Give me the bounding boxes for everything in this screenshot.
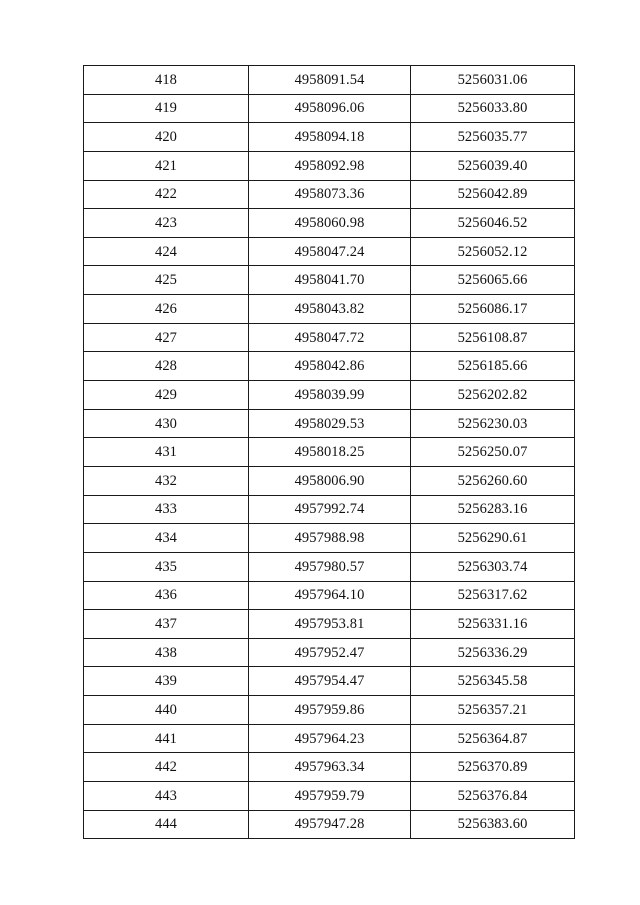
- x-coordinate-cell: 4958018.25: [249, 438, 411, 467]
- point-number-cell: 419: [84, 94, 249, 123]
- y-coordinate-cell: 5256383.60: [411, 810, 575, 839]
- x-coordinate-cell: 4958041.70: [249, 266, 411, 295]
- x-coordinate-cell: 4957963.34: [249, 753, 411, 782]
- table-row: [84, 409, 575, 438]
- point-number-cell: 441: [84, 724, 249, 753]
- x-coordinate-cell: 4958042.86: [249, 352, 411, 381]
- x-coordinate-cell: 4957988.98: [249, 524, 411, 553]
- table-row: [84, 266, 575, 295]
- x-coordinate-cell: 4957954.47: [249, 667, 411, 696]
- y-coordinate-cell: 5256331.16: [411, 610, 575, 639]
- table-row: [84, 753, 575, 782]
- x-coordinate-cell: 4957959.86: [249, 696, 411, 725]
- point-number-cell: 428: [84, 352, 249, 381]
- point-number-cell: 436: [84, 581, 249, 610]
- y-coordinate-cell: 5256260.60: [411, 466, 575, 495]
- x-coordinate-cell: 4957964.23: [249, 724, 411, 753]
- table-row: [84, 209, 575, 238]
- y-coordinate-cell: 5256290.61: [411, 524, 575, 553]
- point-number-cell: 427: [84, 323, 249, 352]
- x-coordinate-cell: 4957964.10: [249, 581, 411, 610]
- table-row: [84, 610, 575, 639]
- x-coordinate-cell: 4957992.74: [249, 495, 411, 524]
- point-number-cell: 418: [84, 66, 249, 95]
- point-number-cell: 438: [84, 638, 249, 667]
- y-coordinate-cell: 5256202.82: [411, 381, 575, 410]
- table-row: [84, 323, 575, 352]
- table-row: [84, 782, 575, 811]
- table-row: [84, 638, 575, 667]
- point-number-cell: 434: [84, 524, 249, 553]
- point-number-cell: 420: [84, 123, 249, 152]
- y-coordinate-cell: 5256303.74: [411, 552, 575, 581]
- y-coordinate-cell: 5256031.06: [411, 66, 575, 95]
- point-number-cell: 440: [84, 696, 249, 725]
- y-coordinate-cell: 5256108.87: [411, 323, 575, 352]
- y-coordinate-cell: 5256035.77: [411, 123, 575, 152]
- point-number-cell: 422: [84, 180, 249, 209]
- table-row: [84, 180, 575, 209]
- y-coordinate-cell: 5256357.21: [411, 696, 575, 725]
- x-coordinate-cell: 4958096.06: [249, 94, 411, 123]
- point-number-cell: 437: [84, 610, 249, 639]
- x-coordinate-cell: 4958094.18: [249, 123, 411, 152]
- y-coordinate-cell: 5256376.84: [411, 782, 575, 811]
- point-number-cell: 443: [84, 782, 249, 811]
- x-coordinate-cell: 4958029.53: [249, 409, 411, 438]
- x-coordinate-cell: 4958092.98: [249, 151, 411, 180]
- x-coordinate-cell: 4957952.47: [249, 638, 411, 667]
- y-coordinate-cell: 5256046.52: [411, 209, 575, 238]
- y-coordinate-cell: 5256065.66: [411, 266, 575, 295]
- x-coordinate-cell: 4958073.36: [249, 180, 411, 209]
- table-row: [84, 66, 575, 95]
- table-row: [84, 352, 575, 381]
- coordinates-table: [83, 65, 575, 839]
- point-number-cell: 423: [84, 209, 249, 238]
- y-coordinate-cell: 5256039.40: [411, 151, 575, 180]
- point-number-cell: 425: [84, 266, 249, 295]
- point-number-cell: 433: [84, 495, 249, 524]
- point-number-cell: 431: [84, 438, 249, 467]
- table-row: [84, 581, 575, 610]
- x-coordinate-cell: 4958060.98: [249, 209, 411, 238]
- point-number-cell: 442: [84, 753, 249, 782]
- table-row: [84, 151, 575, 180]
- y-coordinate-cell: 5256052.12: [411, 237, 575, 266]
- y-coordinate-cell: 5256250.07: [411, 438, 575, 467]
- y-coordinate-cell: 5256042.89: [411, 180, 575, 209]
- table-row: [84, 295, 575, 324]
- x-coordinate-cell: 4957980.57: [249, 552, 411, 581]
- point-number-cell: 439: [84, 667, 249, 696]
- x-coordinate-cell: 4958039.99: [249, 381, 411, 410]
- y-coordinate-cell: 5256345.58: [411, 667, 575, 696]
- point-number-cell: 435: [84, 552, 249, 581]
- point-number-cell: 426: [84, 295, 249, 324]
- point-number-cell: 430: [84, 409, 249, 438]
- y-coordinate-cell: 5256283.16: [411, 495, 575, 524]
- x-coordinate-cell: 4958047.72: [249, 323, 411, 352]
- y-coordinate-cell: 5256317.62: [411, 581, 575, 610]
- table-row: [84, 495, 575, 524]
- y-coordinate-cell: 5256086.17: [411, 295, 575, 324]
- y-coordinate-cell: 5256370.89: [411, 753, 575, 782]
- y-coordinate-cell: 5256033.80: [411, 94, 575, 123]
- x-coordinate-cell: 4957947.28: [249, 810, 411, 839]
- table-row: [84, 381, 575, 410]
- table-row: [84, 237, 575, 266]
- table-row: [84, 696, 575, 725]
- table-row: [84, 524, 575, 553]
- y-coordinate-cell: 5256185.66: [411, 352, 575, 381]
- table-row: [84, 810, 575, 839]
- table-row: [84, 724, 575, 753]
- point-number-cell: 421: [84, 151, 249, 180]
- x-coordinate-cell: 4958043.82: [249, 295, 411, 324]
- x-coordinate-cell: 4958091.54: [249, 66, 411, 95]
- y-coordinate-cell: 5256230.03: [411, 409, 575, 438]
- x-coordinate-cell: 4958047.24: [249, 237, 411, 266]
- table-row: [84, 438, 575, 467]
- y-coordinate-cell: 5256364.87: [411, 724, 575, 753]
- table-row: [84, 667, 575, 696]
- point-number-cell: 432: [84, 466, 249, 495]
- table-row: [84, 466, 575, 495]
- table-row: [84, 94, 575, 123]
- point-number-cell: 444: [84, 810, 249, 839]
- table-row: [84, 123, 575, 152]
- coordinates-table-body: [84, 66, 575, 839]
- point-number-cell: 429: [84, 381, 249, 410]
- x-coordinate-cell: 4957959.79: [249, 782, 411, 811]
- y-coordinate-cell: 5256336.29: [411, 638, 575, 667]
- x-coordinate-cell: 4957953.81: [249, 610, 411, 639]
- x-coordinate-cell: 4958006.90: [249, 466, 411, 495]
- point-number-cell: 424: [84, 237, 249, 266]
- table-row: [84, 552, 575, 581]
